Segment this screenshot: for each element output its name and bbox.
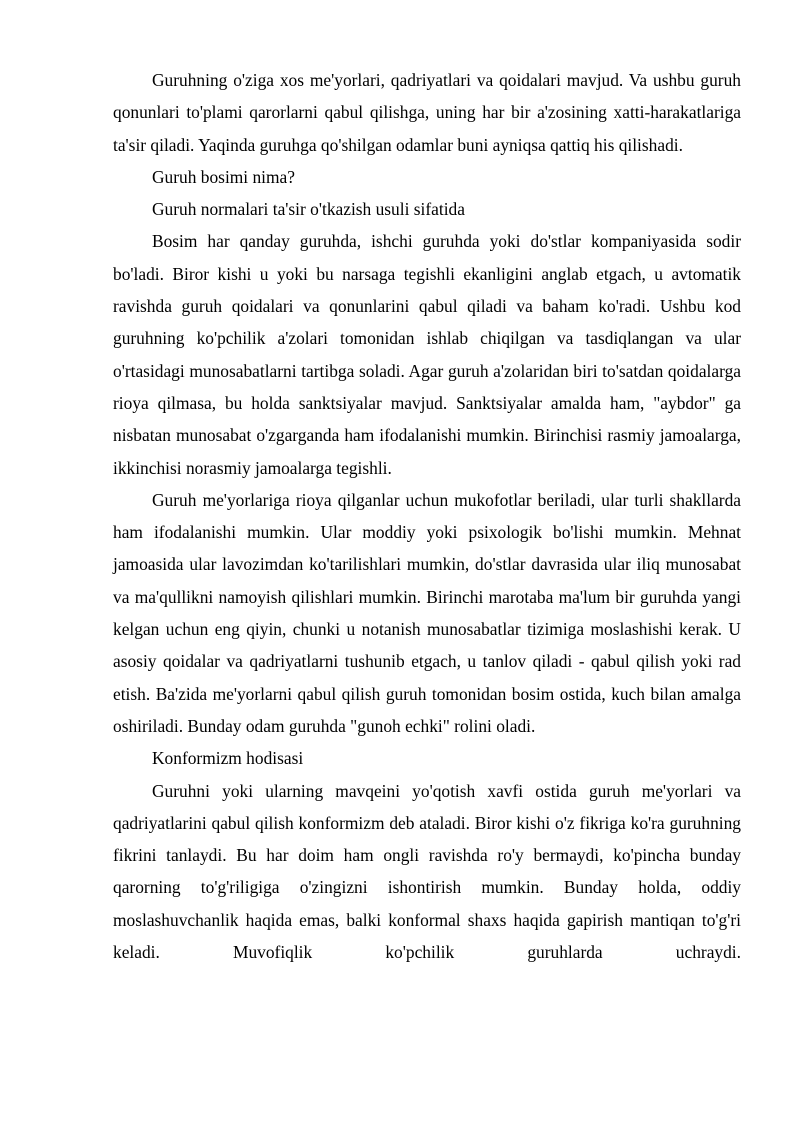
paragraph-conformism: Guruhni yoki ularning mavqeini yo'qotish xavfi ostida guruh me'yorlari va qadriyatlarini qabul qilish konformizm deb ataladi. Biror kishi o'z fikriga ko'ra guruhning fikrini tanlaydi. Bu har doim ham ongli ravishda ro'y bermaydi, ko'pincha bunday qarorning to'g'riligiga o'zingizni ishontirish mumkin. Bunday holda, oddiy moslashuvchanlik haqida emas, balki konformal shaxs haqida gapirish mantiqan to'g'ri keladi. Muvofiqlik ko'pchilik guruhlarda uchraydi. [113,780,741,963]
paragraph-rewards: Guruh me'yorlariga rioya qilganlar uchun mukofotlar beriladi, ular turli shakllarda ham ifodalanishi mumkin. Ular moddiy yoki psixologik bo'lishi mumkin. Mehnat jamoasida ular lavozimdan ko'tarilishlari mumkin, do'stlar davrasida ular iliq munosabat va ma'qullikni namoyish qilishlari mumkin. Birinchi marotaba ma'lum bir guruhda yangi kelgan uchun eng qiyin, chunki u notanish munosabatlar tizimiga moslashishi kerak. U asosiy qoidalar va qadriyatlarni tushunib etgach, u tanlov qiladi - qabul qilish yoki rad etish. Ba'zida me'yorlarni qabul qilish guruh tomonidan bosim ostida, kuch bilan amalga oshiriladi. Bunday odam guruhda "gunoh echki" rolini oladi. [113,489,741,736]
heading-group-norms-influence: Guruh normalari ta'sir o'tkazish usuli sifatida [152,199,465,220]
paragraph-pressure-sanctions: Bosim har qanday guruhda, ishchi guruhda yoki do'stlar kompaniyasida sodir bo'ladi. Biror kishi u yoki bu narsaga tegishli ekanligini anglab etgach, u avtomatik ravishda guruh qoidalari va qonunlarini qabul qiladi va baham ko'radi. Ushbu kod guruhning ko'pchilik a'zolari tomonidan ishlab chiqilgan va tasdiqlangan va ular o'rtasidagi munosabatlarni tartibga soladi. Agar guruh a'zolaridan biri to'satdan qoidalarga rioya qilmasa, bu holda sanktsiyalar mavjud. Sanktsiyalar amalda ham, "aybdor" ga nisbatan munosabat o'zgarganda ham ifodalanishi mumkin. Birinchisi rasmiy jamoalarga, ikkinchisi norasmiy jamoalarga tegishli. [113,231,741,478]
heading-conformism: Konformizm hodisasi [152,748,304,769]
paragraph-group-norms-intro: Guruhning o'ziga xos me'yorlari, qadriyatlari va qoidalari mavjud. Va ushbu guruh qonunlari to'plami qarorlarni qabul qilishga, uning har bir a'zosining xatti-harakatlariga ta'sir qiladi. Yaqinda guruhga qo'shilgan odamlar buni ayniqsa qattiq his qilishadi. [113,70,741,155]
document-body [113,64,741,968]
heading-group-pressure: Guruh bosimi nima? [152,166,295,187]
